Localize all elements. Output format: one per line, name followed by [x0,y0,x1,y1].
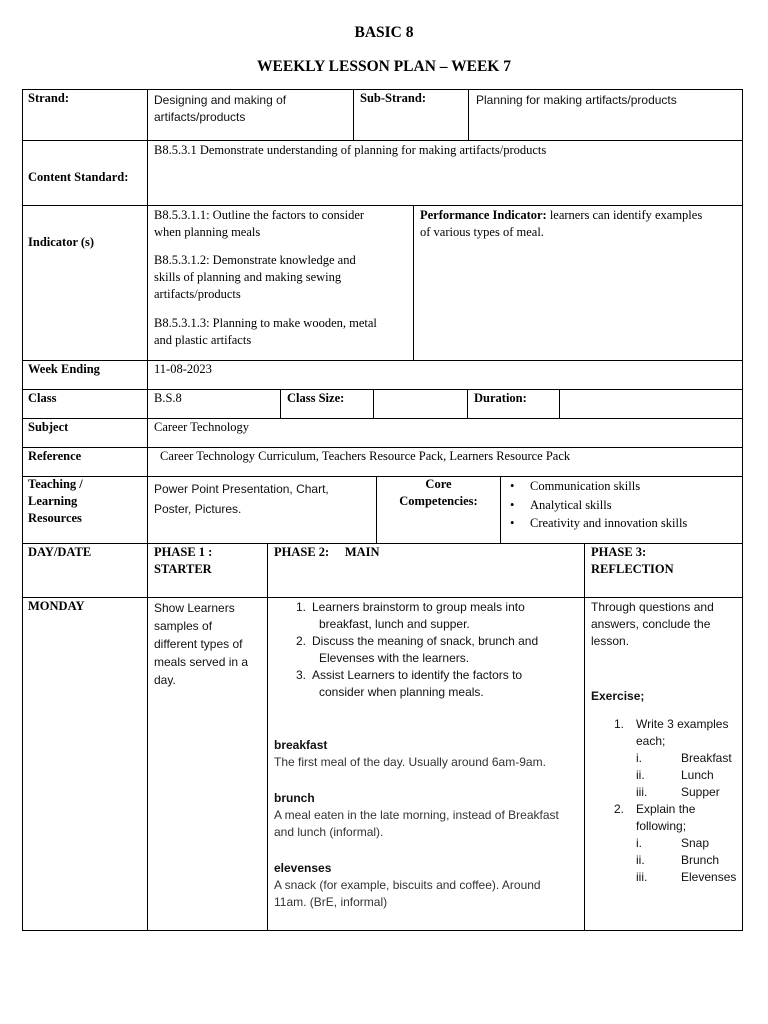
subject-label: Subject [28,420,69,434]
week-ending-label: Week Ending [28,362,100,376]
phase3-header: PHASE 3: REFLECTION [591,545,674,576]
sub-strand-value: Planning for making artifacts/products [476,93,677,107]
list-item: i. Breakfast [636,751,732,765]
indicator-label: Indicator (s) [28,235,95,249]
duration-label: Duration: [474,391,527,405]
list-item: 1. Write 3 examples [614,717,729,731]
content-standard-value: B8.5.3.1 Demonstrate understanding of planning for making artifacts/products [154,143,547,157]
class-label: Class [28,391,57,405]
subject-value: Career Technology [154,420,250,434]
list-item: iii. Elevenses [636,870,737,884]
starter-activity: Show Learners samples of different types of meals served in a day. [154,601,249,687]
exercise-list: 1. Write 3 examples each; i. Breakfast ii. Lunch iii. Supper 2. Explain the following; i. Snap ii. Brunch iii. Elevenses [614,716,740,886]
strand-value: Designing and making of artifacts/products [154,93,287,124]
list-item: i. Snap [636,836,710,850]
competencies-list [507,477,687,533]
resources-label: Teaching / Learning Resources [28,477,83,525]
indicator-item: B8.5.3.1.3: Planning to make wooden, metal and plastic artifacts [154,316,377,347]
core-competencies-label: Core Competencies: [399,477,478,508]
strand-label: Strand: [28,91,69,105]
week-ending-value: 11-08-2023 [154,362,212,376]
list-item: 3. Assist Learners to identify the factors to [296,668,523,682]
indicator-item: B8.5.3.1.2: Demonstrate knowledge and skills of planning and making sewing artifacts/products [154,253,356,301]
class-value: B.S.8 [154,391,182,405]
reflection-text: Through questions and answers, conclude the lesson. [591,600,714,648]
day-date-header: DAY/DATE [28,545,92,559]
definition-breakfast: breakfast The first meal of the day. Usually around 6am-9am. [274,738,546,769]
list-item: 1. Learners brainstorm to group meals into [296,600,525,614]
main-activity-list: 1. Learners brainstorm to group meals into breakfast, lunch and supper. 2. Discuss the meaning of snack, brunch and Elevenses with the learners. 3. Assist Learners to identify the factors to consider when planning meals. [296,600,539,699]
indicator-item: B8.5.3.1.1: Outline the factors to consider when planning meals [154,208,365,239]
definition-elevenses: elevenses A snack (for example, biscuits and coffee). Around 11am. (BrE, informal) [274,861,541,909]
list-item: 2. Discuss the meaning of snack, brunch and [296,634,539,648]
document-subtitle: WEEKLY LESSON PLAN – WEEK 7 [257,58,511,75]
performance-indicator: Performance Indicator: learners can identify examples of various types of meal. [420,208,703,239]
definition-brunch: brunch A meal eaten in the late morning, instead of Breakfast and lunch (informal). [274,791,559,839]
document-title: BASIC 8 [354,24,414,41]
monday-label: MONDAY [28,599,85,613]
list-item: iii. Supper [636,785,720,799]
phase1-header: PHASE 1 : STARTER [154,545,213,576]
reference-value: Career Technology Curriculum, Teachers Resource Pack, Learners Resource Pack [160,449,571,463]
reference-label: Reference [28,449,82,463]
list-item: • Creativity and innovation skills [510,516,688,530]
content-standard-label: Content Standard: [28,170,129,184]
phase2-header: PHASE 2: MAIN [274,545,380,559]
performance-indicator-label: Performance Indicator: [420,208,547,222]
class-size-label: Class Size: [287,391,345,405]
list-item: • Analytical skills [510,497,612,512]
list-item: 2. Explain the [614,802,696,816]
resources-value: Power Point Presentation, Chart, Poster, Pictures. [154,482,329,516]
list-item: • Communication skills [510,479,641,493]
list-item: ii. Lunch [636,768,714,782]
list-item: ii. Brunch [636,853,720,867]
exercise-label: Exercise; [591,689,645,703]
sub-strand-label: Sub-Strand: [360,91,426,105]
